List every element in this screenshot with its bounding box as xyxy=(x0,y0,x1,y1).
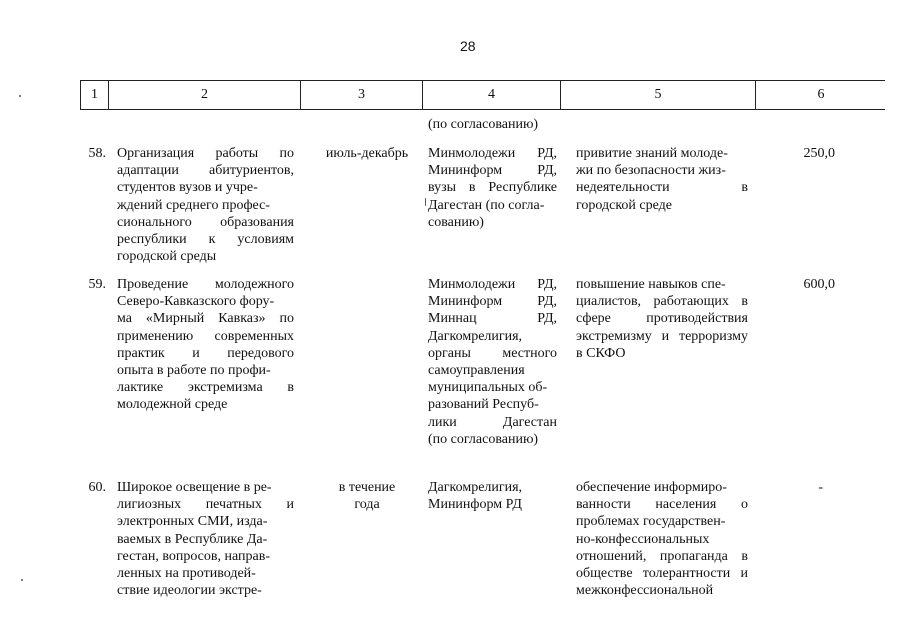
text-line: но-конфессиональных xyxy=(576,531,710,547)
text-line: Дагестан (по согла- xyxy=(428,197,545,213)
executors-cell xyxy=(428,479,557,513)
amount-cell: 250,0 xyxy=(803,146,835,161)
text-line: ленных на противодей- xyxy=(117,566,256,582)
text-line: Мининформ РД xyxy=(428,497,522,513)
text-line: лики Дагестан xyxy=(428,414,557,430)
amount-cell: - xyxy=(818,480,823,495)
executors-cell xyxy=(428,276,557,448)
text-line: ма «Мирный Кавказ» по xyxy=(117,311,294,327)
row-number: 60. xyxy=(88,480,106,495)
text-line: июль-декабрь xyxy=(325,146,409,161)
text-line: обществе толерантности и xyxy=(576,566,748,582)
text-line: студентов вузов и учре- xyxy=(117,180,258,196)
table-header xyxy=(80,80,885,110)
header-col-5: 5 xyxy=(561,81,756,109)
text-line: Широкое освещение в ре- xyxy=(117,480,272,495)
text-line: обеспечение информиро- xyxy=(576,480,727,495)
scan-speck xyxy=(21,579,23,581)
text-line: сфере противодействия xyxy=(576,311,748,327)
executors-cell xyxy=(428,145,557,231)
text-line: (по согласованию) xyxy=(428,431,539,447)
text-line: года xyxy=(354,497,380,513)
text-line: жи по безопасности жиз- xyxy=(576,163,726,179)
text-line: ждений среднего профес- xyxy=(117,197,270,213)
text-line: привитие знаний молоде- xyxy=(576,146,728,161)
header-col-1: 1 xyxy=(81,81,109,109)
text-line: экстремизму и терроризму xyxy=(576,328,748,344)
text-line: недеятельности в xyxy=(576,180,748,196)
text-line: отношений, пропаганда в xyxy=(576,548,748,564)
scan-speck xyxy=(19,95,21,97)
text-line: Минмолодежи РД, xyxy=(428,146,557,161)
text-line: опыта в работе по профи- xyxy=(117,363,271,379)
text-line: в течение xyxy=(338,480,396,495)
text-line: сионального образования xyxy=(117,214,294,230)
text-line: Дагкомрелигия, xyxy=(428,328,523,344)
scan-speck xyxy=(425,198,426,206)
result-cell xyxy=(576,479,748,599)
text-line: применению современных xyxy=(117,328,294,344)
text-line: практик и передового xyxy=(117,345,294,361)
text-line: республики к условиям xyxy=(117,232,294,248)
text-line: Миннац РД, xyxy=(428,311,557,327)
text-line: самоуправления xyxy=(428,363,525,379)
text-line: межконфессиональной xyxy=(576,583,714,599)
event-cell xyxy=(117,145,294,265)
text-line: муниципальных об- xyxy=(428,380,548,396)
period-cell xyxy=(312,479,422,513)
text-line: ванности населения о xyxy=(576,497,748,513)
text-line: органы местного xyxy=(428,345,557,361)
text-line: ваемых в Республике Да- xyxy=(117,531,268,547)
event-cell xyxy=(117,276,294,414)
text-line: проблемах государствен- xyxy=(576,514,726,530)
text-line: Организация работы по xyxy=(117,146,294,161)
event-cell xyxy=(117,479,294,599)
text-line: в СКФО xyxy=(576,345,626,361)
header-col-3: 3 xyxy=(301,81,423,109)
text-line: городской среде xyxy=(576,197,672,213)
text-line: вузы в Республике xyxy=(428,180,557,196)
result-cell xyxy=(576,145,748,214)
continuation-text: (по согласованию) xyxy=(428,117,539,132)
text-line: Дагкомрелигия, xyxy=(428,480,523,495)
text-line: разований Респуб- xyxy=(428,397,539,413)
amount-cell: 600,0 xyxy=(803,277,835,292)
row-number: 58. xyxy=(88,146,106,161)
text-line: ствие идеологии экстре- xyxy=(117,583,262,599)
text-line: лигиозных печатных и xyxy=(117,497,294,513)
result-cell xyxy=(576,276,748,362)
text-line: Мининформ РД, xyxy=(428,163,557,179)
text-line: Северо-Кавказского фору- xyxy=(117,294,275,310)
text-line: городской среды xyxy=(117,249,217,265)
header-col-2: 2 xyxy=(109,81,301,109)
text-line: лактике экстремизма в xyxy=(117,380,294,396)
text-line: адаптации абитуриентов, xyxy=(117,163,294,179)
row-number: 59. xyxy=(88,277,106,292)
text-line: сованию) xyxy=(428,214,484,230)
text-line: циалистов, работающих в xyxy=(576,294,748,310)
period-cell xyxy=(312,145,422,162)
header-col-4: 4 xyxy=(423,81,561,109)
page-number: 28 xyxy=(460,38,476,54)
text-line: Минмолодежи РД, xyxy=(428,277,557,292)
text-line: электронных СМИ, изда- xyxy=(117,514,268,530)
text-line: Мининформ РД, xyxy=(428,294,557,310)
text-line: гестан, вопросов, направ- xyxy=(117,548,271,564)
text-line: повышение навыков спе- xyxy=(576,277,726,292)
text-line: молодежной среде xyxy=(117,397,228,413)
text-line: Проведение молодежного xyxy=(117,277,294,292)
header-col-6: 6 xyxy=(817,87,825,102)
